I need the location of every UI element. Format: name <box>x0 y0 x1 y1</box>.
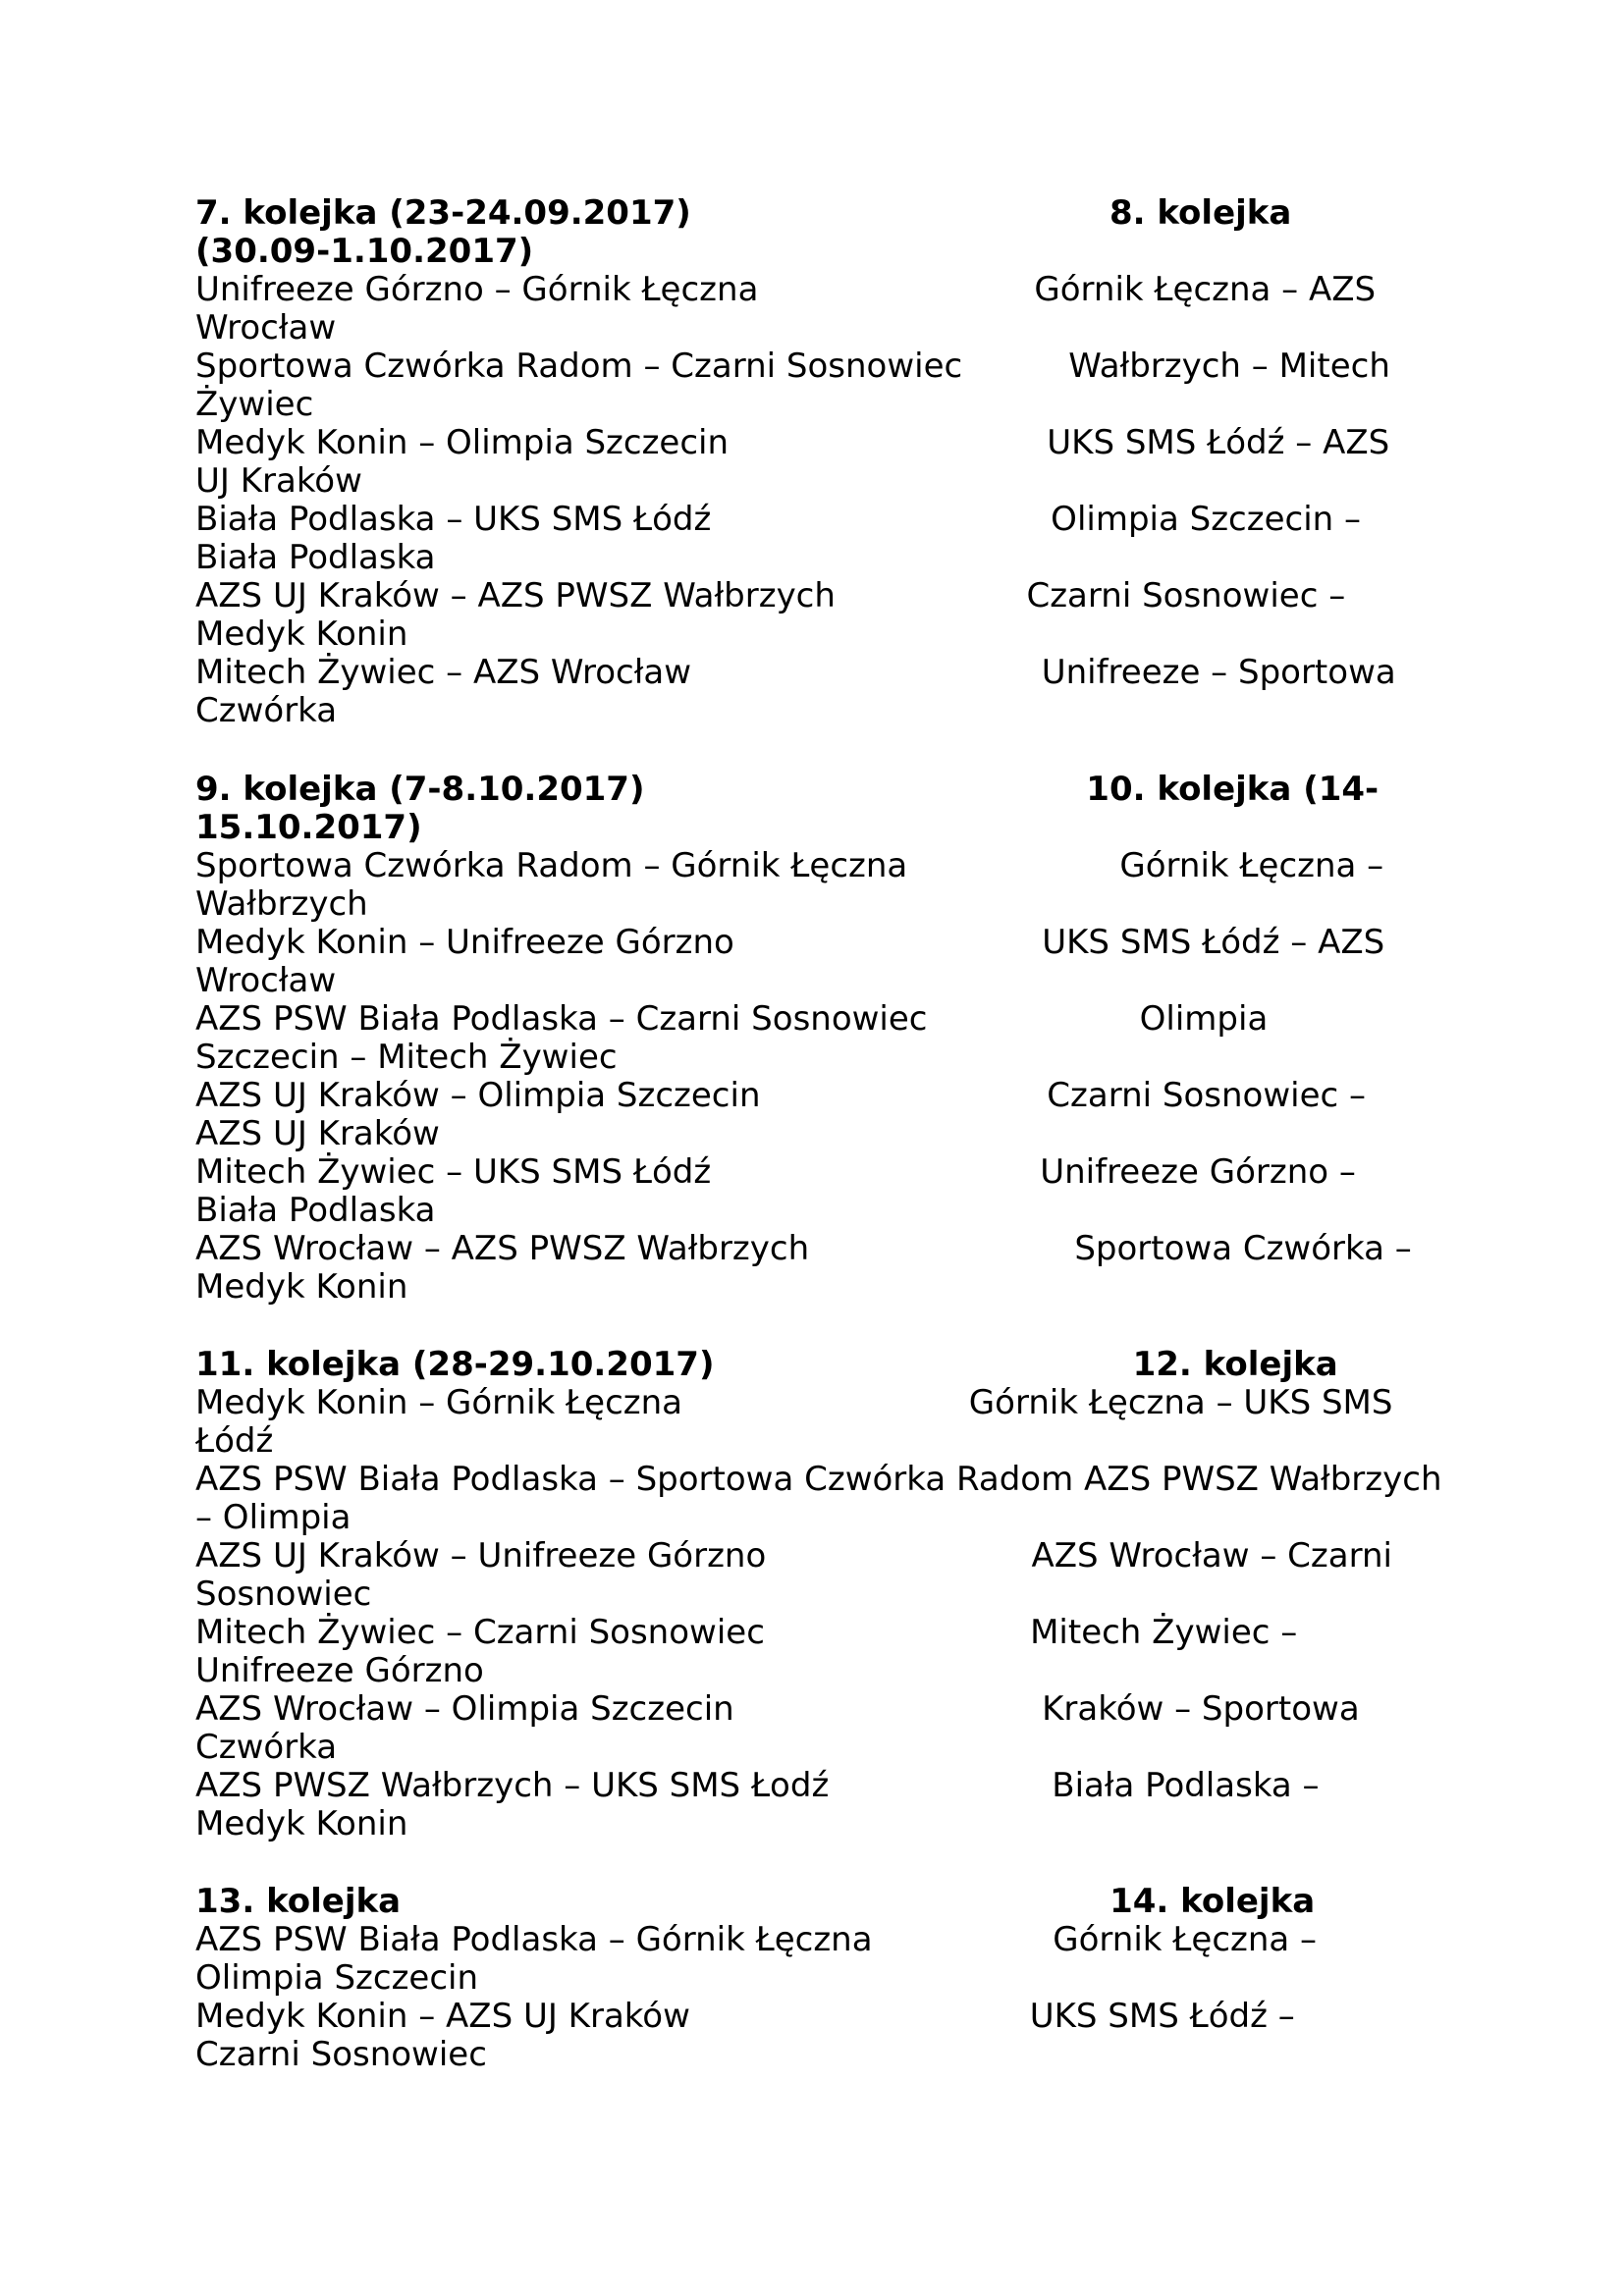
text-line: Czwórka <box>195 1728 338 1767</box>
text-line: Medyk Konin <box>195 1804 408 1843</box>
heading-round-7-8: 7. kolejka (23-24.09.2017) 8. kolejka <box>195 193 1292 233</box>
text-line: Wałbrzych <box>195 884 368 924</box>
text-line: AZS Wrocław – AZS PWSZ Wałbrzych Sportowa Czwórka – <box>195 1229 1412 1268</box>
text-line: AZS PSW Biała Podlaska – Górnik Łęczna Górnik Łęczna – <box>195 1920 1318 1959</box>
text-line: Mitech Żywiec – Czarni Sosnowiec Mitech Żywiec – <box>195 1613 1298 1652</box>
text-line: Sosnowiec <box>195 1575 372 1614</box>
text-line: AZS Wrocław – Olimpia Szczecin Kraków – Sportowa <box>195 1689 1360 1729</box>
text-line: Szczecin – Mitech Żywiec <box>195 1038 618 1077</box>
text-line: Czwórka <box>195 691 338 730</box>
text-line: Mitech Żywiec – UKS SMS Łódź Unifreeze Górzno – <box>195 1152 1356 1192</box>
heading-round-11-12: 11. kolejka (28-29.10.2017) 12. kolejka <box>195 1345 1338 1384</box>
text-line: AZS PSW Biała Podlaska – Czarni Sosnowiec Olimpia <box>195 999 1269 1039</box>
text-line: Medyk Konin – AZS UJ Kraków UKS SMS Łódź – <box>195 1997 1295 2036</box>
text-line: Medyk Konin <box>195 1267 408 1307</box>
text-line: AZS UJ Kraków – Unifreeze Górzno AZS Wrocław – Czarni <box>195 1536 1392 1575</box>
text-line: Medyk Konin – Olimpia Szczecin UKS SMS Łódź – AZS <box>195 423 1390 462</box>
text-line: Unifreeze Górzno – Górnik Łęczna Górnik Łęczna – AZS <box>195 270 1377 309</box>
text-line: Unifreeze Górzno <box>195 1651 484 1690</box>
text-line: Olimpia Szczecin <box>195 1958 479 1998</box>
text-line: AZS PSW Biała Podlaska – Sportowa Czwórka Radom AZS PWSZ Wałbrzych <box>195 1460 1442 1499</box>
text-line: AZS PWSZ Wałbrzych – UKS SMS Łodź Biała Podlaska – <box>195 1766 1320 1805</box>
text-line: Żywiec <box>195 385 314 424</box>
text-line: Mitech Żywiec – AZS Wrocław Unifreeze – Sportowa <box>195 653 1396 692</box>
text-line: AZS UJ Kraków – AZS PWSZ Wałbrzych Czarni Sosnowiec – <box>195 576 1346 615</box>
text-line: Medyk Konin – Unifreeze Górzno UKS SMS Łódź – AZS <box>195 923 1385 962</box>
text-line: Medyk Konin – Górnik Łęczna Górnik Łęczna – UKS SMS <box>195 1383 1393 1422</box>
heading-round-9-10: 9. kolejka (7-8.10.2017) 10. kolejka (14- <box>195 770 1380 809</box>
text-line: Wrocław <box>195 308 337 347</box>
text-line: Wrocław <box>195 961 337 1000</box>
text-line: Łódź <box>195 1421 274 1461</box>
text-line: Czarni Sosnowiec <box>195 2035 487 2074</box>
text-line: UJ Kraków <box>195 461 362 501</box>
text-line: Medyk Konin <box>195 614 408 654</box>
heading-round-8-date: (30.09-1.10.2017) <box>195 232 534 271</box>
text-line: Biała Podlaska <box>195 538 436 577</box>
text-line: AZS UJ Kraków – Olimpia Szczecin Czarni Sosnowiec – <box>195 1076 1367 1115</box>
heading-round-13-14: 13. kolejka 14. kolejka <box>195 1882 1316 1921</box>
text-line: Biała Podlaska – UKS SMS Łódź Olimpia Szczecin – <box>195 500 1362 539</box>
text-line: – Olimpia <box>195 1498 352 1537</box>
text-line: Sportowa Czwórka Radom – Górnik Łęczna Górnik Łęczna – <box>195 846 1384 885</box>
text-line: Sportowa Czwórka Radom – Czarni Sosnowiec Wałbrzych – Mitech <box>195 347 1390 386</box>
text-line: AZS UJ Kraków <box>195 1114 440 1153</box>
heading-round-10-date: 15.10.2017) <box>195 808 422 847</box>
text-line: Biała Podlaska <box>195 1191 436 1230</box>
